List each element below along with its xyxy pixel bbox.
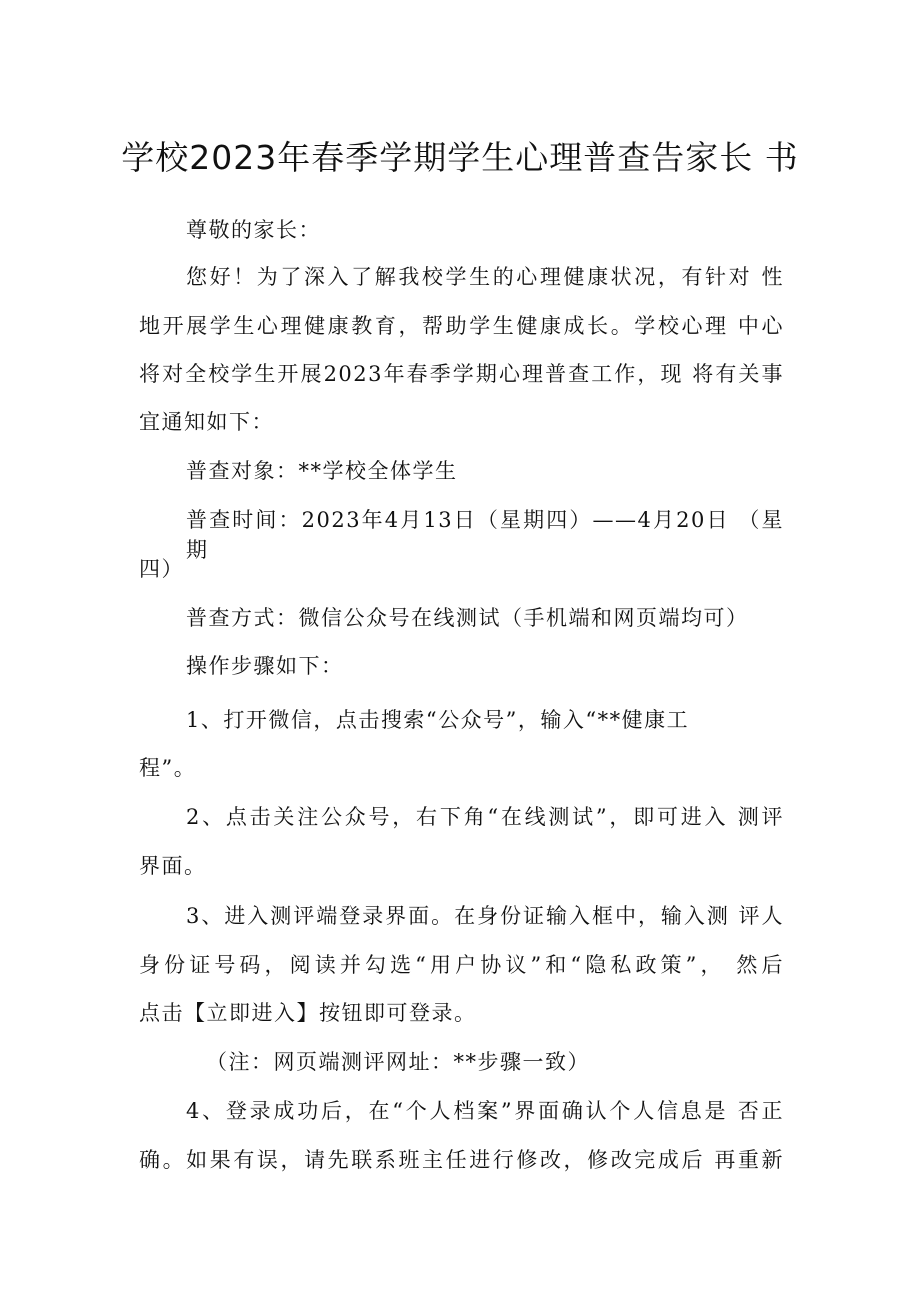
step-1: 1、打开微信，点击搜索“公众号”，输入“**健康工 — [186, 708, 690, 732]
step-2-continued: 界面。 — [139, 854, 207, 878]
paragraph-line: 地开展学生心理健康教育，帮助学生健康成长。学校心理 中心 — [139, 314, 784, 338]
survey-method: 普查方式：微信公众号在线测试（手机端和网页端均可） — [186, 606, 749, 630]
document-title: 学校2023年春季学期学生心理普查告家长 书 — [121, 138, 799, 177]
survey-time-continued: 四） — [139, 557, 184, 581]
step-3-line-3: 点击【立即进入】按钮即可登录。 — [139, 1001, 477, 1025]
step-4-continued: 确。如果有误，请先联系班主任进行修改，修改完成后 再重新 — [139, 1148, 784, 1172]
survey-time: 普查时间：2023年4月13日（星期四）——4月20日 （星期 — [186, 508, 784, 562]
survey-target: 普查对象：**学校全体学生 — [186, 459, 458, 483]
note: （注：网页端测评网址：**步骤一致） — [206, 1050, 590, 1074]
paragraph-line: 您好！为了深入了解我校学生的心理健康状况，有针对 性 — [186, 265, 784, 289]
step-3: 3、进入测评端登录界面。在身份证输入框中，输入测 评人 — [186, 904, 784, 928]
step-3-line-2: 身份证号码，阅读并勾选“用户协议”和“隐私政策”， 然后 — [139, 953, 784, 977]
step-1-continued: 程”。 — [139, 756, 197, 780]
step-2: 2、点击关注公众号，右下角“在线测试”，即可进入 测评 — [186, 805, 784, 829]
paragraph-line: 将对全校学生开展2023年春季学期心理普查工作，现 将有关事 — [139, 362, 784, 386]
salutation: 尊敬的家长： — [186, 218, 321, 242]
step-4: 4、登录成功后，在“个人档案”界面确认个人信息是 否正 — [186, 1099, 784, 1123]
steps-heading: 操作步骤如下： — [186, 654, 344, 678]
paragraph-line: 宜通知如下： — [139, 410, 274, 434]
